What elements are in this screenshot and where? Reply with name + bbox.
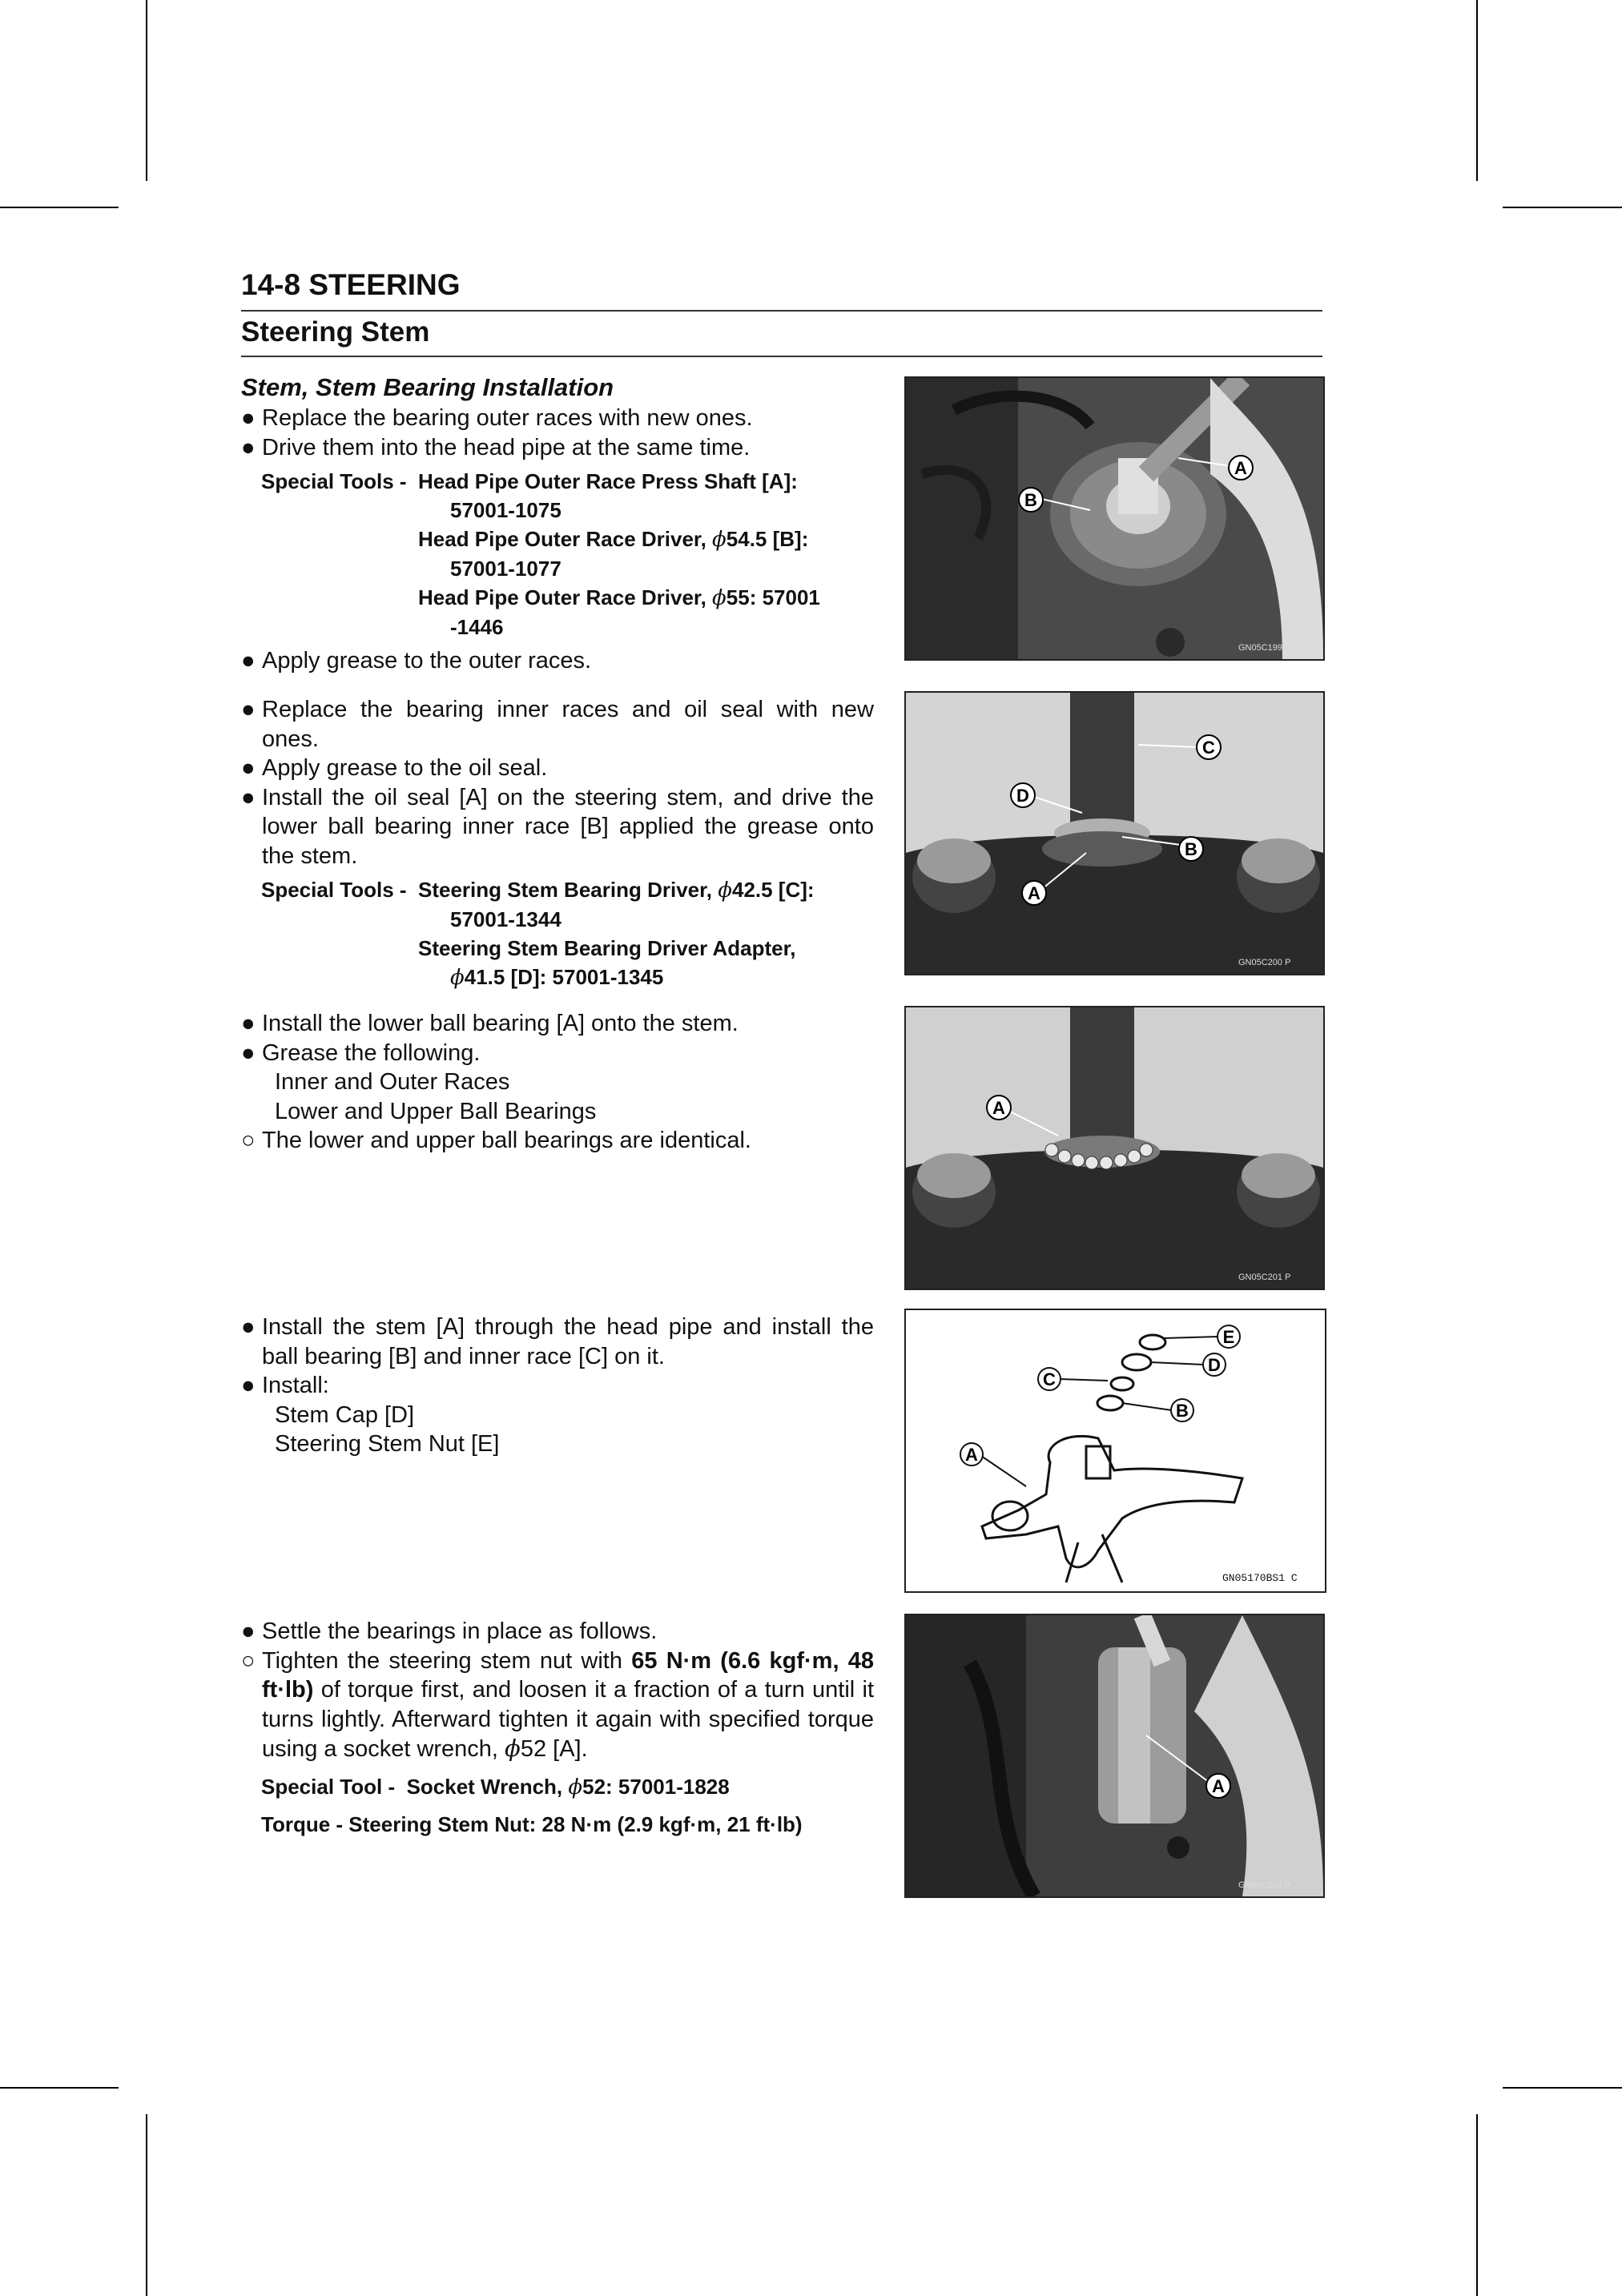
- callout-label: A: [965, 1445, 978, 1465]
- list-item: ● Install:: [241, 1373, 329, 1398]
- callout-label: A: [1028, 883, 1040, 903]
- tool-entry: Head Pipe Outer Race Press Shaft [A]: 57001-1075: [418, 469, 798, 522]
- sub-list-item: Stem Cap [D]: [275, 1401, 415, 1428]
- figure-2-photo: [904, 691, 1325, 975]
- crop-mark: [0, 2087, 119, 2089]
- callout-label: C: [1043, 1369, 1056, 1389]
- text-block-1: [241, 404, 874, 676]
- callout-label: D: [1208, 1355, 1221, 1375]
- callout-label: D: [1016, 786, 1029, 806]
- crop-mark: [146, 0, 147, 181]
- tool-entry: Steering Stem Bearing Driver, ϕ42.5 [C]: 57001-1344: [418, 878, 815, 931]
- note-item: ○ Tighten the steering stem nut with 65 N·m (6.6 kgf·m, 48 ft·lb) of torque first, and loosen it a fraction of a turn until it turns lightly. Afterward tighten it again with specified torque using a socket wrench, ϕ52 [A].: [241, 1647, 874, 1762]
- sub-list-item: Steering Stem Nut [E]: [275, 1431, 500, 1457]
- list-item: ● Apply grease to the outer races.: [241, 648, 592, 674]
- figure-5-photo: [904, 1614, 1325, 1898]
- special-tools: Special Tools - Steering Stem Bearing Driver, ϕ42.5 [C]: 57001-1344 Steering Stem Bearing Driver Adapter, ϕ41.5 [D]: 57001-1345: [241, 875, 874, 992]
- list-item: ● Replace the bearing inner races and oil seal with new ones.: [241, 697, 874, 752]
- callout-label: E: [1222, 1327, 1235, 1347]
- list-item: ● Install the oil seal [A] on the steering stem, and drive the lower ball bearing inner race [B] applied the grease onto the stem.: [241, 784, 874, 869]
- text-block-5: [241, 1617, 874, 1844]
- section-title: Steering Stem: [241, 316, 430, 348]
- callout-label: A: [992, 1098, 1005, 1118]
- crop-mark: [146, 2114, 147, 2296]
- special-tools: Special Tools - Head Pipe Outer Race Press Shaft [A]: 57001-1075 Head Pipe Outer Race Driver, ϕ54.5 [B]: 57001-1077 Head Pipe Outer Race Driver, ϕ55: 57001 -1446: [241, 467, 874, 641]
- figure-code: GN05C200 P: [1238, 958, 1291, 967]
- sub-list-item: Lower and Upper Ball Bearings: [275, 1098, 597, 1124]
- figure-code: GN05C199 P: [1238, 643, 1291, 653]
- callout-label: B: [1024, 490, 1037, 510]
- figure-1-photo: [904, 376, 1325, 661]
- text-block-3: [241, 1009, 874, 1156]
- callout-label: B: [1176, 1401, 1189, 1421]
- sub-list-item: Inner and Outer Races: [275, 1069, 510, 1095]
- figure-3-photo: [904, 1006, 1325, 1290]
- torque-spec: Torque - Steering Stem Nut: 28 N·m (2.9 kgf·m, 21 ft·lb): [261, 1811, 803, 1836]
- list-item: ● Apply grease to the oil seal.: [241, 755, 548, 781]
- list-item: ● Install the lower ball bearing [A] onto the stem.: [241, 1011, 739, 1036]
- page-header: [241, 266, 1322, 304]
- list-item: ● Drive them into the head pipe at the same time.: [241, 434, 751, 460]
- crop-mark: [1476, 0, 1478, 181]
- subsection-title: Stem, Stem Bearing Installation: [241, 373, 614, 401]
- callout-label: C: [1202, 738, 1215, 758]
- callout-label: A: [1212, 1776, 1225, 1796]
- list-item: ● Install the stem [A] through the head pipe and install the ball bearing [B] and inner race [C] on it.: [241, 1314, 874, 1369]
- figure-code: GN05C201 P: [1238, 1273, 1291, 1282]
- figure-code: GN05170BS1 C: [1222, 1572, 1298, 1584]
- text-block-4: [241, 1313, 874, 1459]
- text-block-2: [241, 695, 874, 997]
- crop-mark: [1503, 207, 1622, 208]
- tool-entry: Head Pipe Outer Race Driver, ϕ54.5 [B]: 57001-1077: [418, 527, 809, 581]
- crop-mark: [0, 207, 119, 208]
- callout-label: B: [1185, 839, 1197, 859]
- list-item: ● Settle the bearings in place as follows.: [241, 1618, 658, 1644]
- page-header-text: 14-8 STEERING: [241, 268, 461, 301]
- special-tool: Special Tool - Socket Wrench, ϕ52: 57001-1828: [261, 1774, 730, 1799]
- tool-entry: Head Pipe Outer Race Driver, ϕ55: 57001 -1446: [418, 585, 820, 639]
- crop-mark: [1503, 2087, 1622, 2089]
- tool-entry: Steering Stem Bearing Driver Adapter, ϕ41.5 [D]: 57001-1345: [418, 936, 796, 990]
- crop-mark: [1476, 2114, 1478, 2296]
- figure-4-drawing: [904, 1309, 1326, 1593]
- figure-code: GN05C202 P: [1238, 1880, 1291, 1890]
- note-item: ○ The lower and upper ball bearings are identical.: [241, 1128, 751, 1153]
- callout-label: A: [1234, 458, 1247, 478]
- section-rule: [241, 356, 1322, 357]
- list-item: ● Grease the following.: [241, 1039, 481, 1066]
- header-rule: [241, 310, 1322, 312]
- list-item: ● Replace the bearing outer races with new ones.: [241, 405, 753, 431]
